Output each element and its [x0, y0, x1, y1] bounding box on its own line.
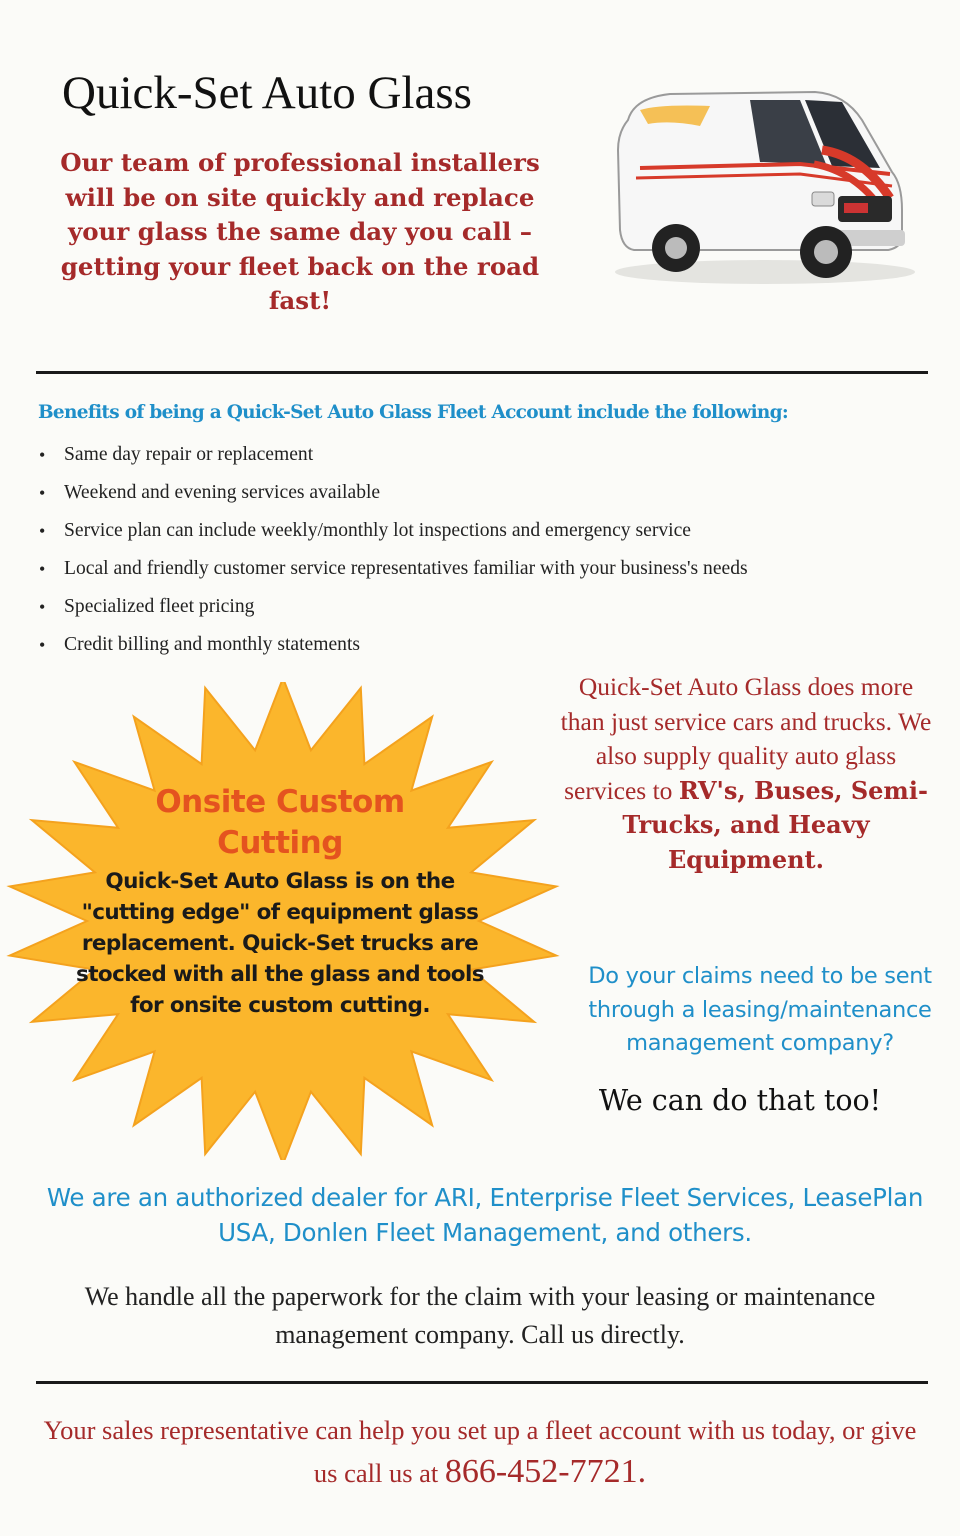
list-item: • Specialized fleet pricing: [38, 592, 938, 630]
paperwork-text: We handle all the paperwork for the claim with your leasing or maintenance management company. Call us directly.: [84, 1282, 876, 1349]
list-item: • Weekend and evening services available: [38, 478, 938, 516]
list-item: • Same day repair or replacement: [38, 440, 938, 478]
claims-question: Do your claims need to be sent through a leasing/maintenance management company?: [588, 963, 932, 1056]
starburst-body: Quick-Set Auto Glass is on the "cutting edge" of equipment glass replacement. Quick-Set trucks are stocked with all the glass and tools for onsite custom cutting.: [76, 869, 484, 1018]
bottom-divider: [36, 1381, 928, 1384]
starburst-title: Onsite Custom Cutting: [155, 784, 405, 861]
top-divider: [36, 371, 928, 374]
call-to-action: [30, 1410, 930, 1494]
claims-answer: We can do that too!: [598, 1084, 882, 1117]
benefits-heading: Benefits of being a Quick-Set Auto Glass Fleet Account include the following:: [38, 402, 789, 423]
list-item: • Credit billing and monthly statements: [38, 630, 938, 668]
van-icon: [600, 80, 920, 290]
page-title: Quick-Set Auto Glass: [62, 67, 472, 119]
list-item: • Local and friendly customer service representatives familiar with your business's needs: [38, 554, 938, 592]
benefits-list: [38, 440, 938, 668]
dealers-text: We are an authorized dealer for ARI, Enterprise Fleet Services, LeasePlan USA, Donlen Fleet Management, and others.: [46, 1183, 924, 1247]
cta-end: .: [637, 1453, 647, 1490]
cta-text: Your sales representative can help you set up a fleet account with us today, or give us call us at: [43, 1415, 917, 1488]
vehicles-highlight: RV's, Buses, Semi-Trucks, and Heavy Equipment.: [622, 775, 928, 874]
list-item: • Service plan can include weekly/monthly lot inspections and emergency service: [38, 516, 938, 554]
vehicles-text: [560, 670, 932, 877]
intro-text: Our team of professional installers will be on site quickly and replace your glass the same day you call – getting your fleet back on the road fast!: [60, 148, 540, 315]
phone-number: 866-452-7721: [444, 1453, 638, 1490]
vehicles-intro: Quick-Set Auto Glass does more than just service cars and trucks. We also supply quality auto glass services to: [560, 672, 932, 805]
